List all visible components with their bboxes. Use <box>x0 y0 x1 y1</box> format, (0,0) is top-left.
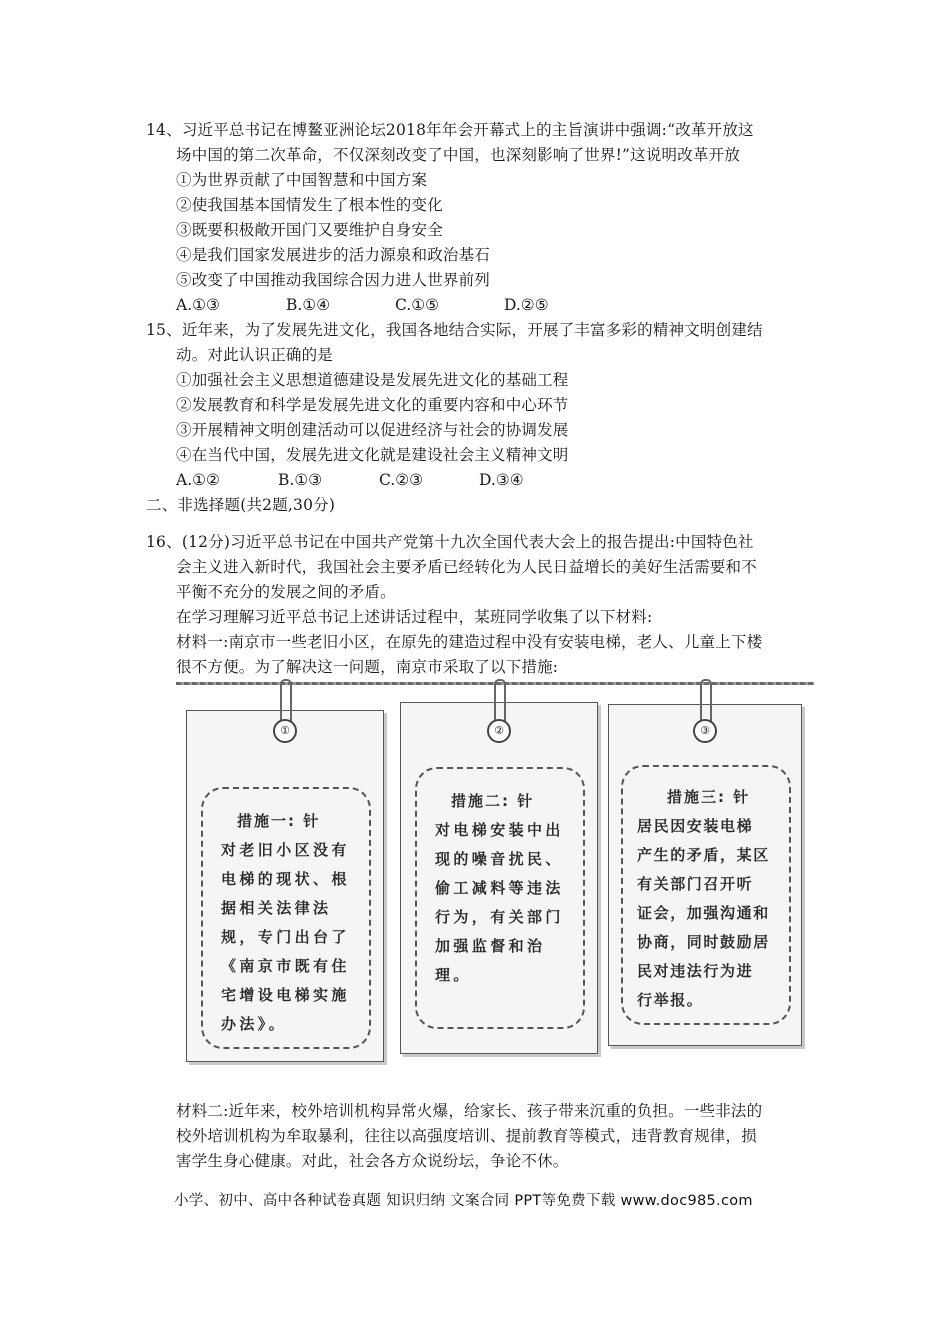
material-1-line-1: 材料一:南京市一些老旧小区，在原先的建造过程中没有安装电梯，老人、儿童上下楼 <box>176 633 763 651</box>
card-3-line: 民对违法行为进 <box>637 962 754 980</box>
q14-statement-2: ②使我国基本国情发生了根本性的变化 <box>176 196 443 214</box>
card-3-title: 措施三: 针 <box>667 788 751 806</box>
card-3-line: 协商，同时鼓励居 <box>637 933 770 951</box>
q15-statement-1: ①加强社会主义思想道德建设是发展先进文化的基础工程 <box>176 371 569 389</box>
card-2-line: 偷工减料等违法 <box>435 879 564 897</box>
card-2-line: 现的噪音扰民、 <box>435 850 564 868</box>
card-2-line: 加强监督和治 <box>435 937 546 955</box>
q14-statement-3: ③既要积极敞开国门又要维护自身安全 <box>176 221 443 239</box>
q14-statement-4: ④是我们国家发展进步的活力源泉和政治基石 <box>176 246 491 264</box>
q16-stem-line-2: 会主义进入新时代，我国社会主要矛盾已经转化为人民日益增长的美好生活需要和不 <box>176 558 757 576</box>
material-1-line-2: 很不方便。为了解决这一问题，南京市采取了以下措施: <box>176 658 559 676</box>
card-2-line: 行为，有关部门 <box>435 908 564 926</box>
q14-options <box>176 295 596 315</box>
card-3-number: ③ <box>693 719 717 743</box>
q15-option-d: D.③④ <box>479 471 524 489</box>
q15-statement-2: ②发展教育和科学是发展先进文化的重要内容和中心环节 <box>176 396 569 414</box>
measure-card-1 <box>186 710 384 1062</box>
card-1-line: 电梯的现状、根 <box>221 870 350 888</box>
card-1-line: 规，专门出台了 <box>221 928 350 946</box>
card-2-number: ② <box>487 719 511 743</box>
card-3-line: 有关部门召开听 <box>637 875 754 893</box>
q15-option-b: B.①③ <box>278 471 323 489</box>
material-2-line-1: 材料二:近年来，校外培训机构异常火爆，给家长、孩子带来沉重的负担。一些非法的 <box>176 1102 763 1120</box>
card-3-line: 证会，加强沟通和 <box>637 904 770 922</box>
q14-option-a: A.①③ <box>176 296 220 314</box>
card-2-title: 措施二: 针 <box>451 792 535 810</box>
card-1-line: 宅增设电梯实施 <box>221 986 350 1004</box>
q14-option-d: D.②⑤ <box>504 296 549 314</box>
card-2-text <box>435 787 564 990</box>
card-3-text <box>637 783 770 1015</box>
card-1-line: 办法》。 <box>221 1015 288 1033</box>
card-3-line: 居民因安装电梯 <box>637 817 754 835</box>
q14-stem-line-2: 场中国的第二次革命，不仅深刻改变了中国，也深刻影响了世界!”这说明改革开放 <box>176 146 741 164</box>
q15-stem-line-2: 动。对此认识正确的是 <box>176 346 334 364</box>
card-1-line: 《南京市既有住 <box>221 957 350 975</box>
card-1-number: ① <box>273 719 297 743</box>
section-heading: 二、非选择题(共2题,30分) <box>146 496 336 514</box>
card-3-line: 行举报。 <box>637 991 704 1009</box>
q14-option-b: B.①④ <box>286 296 331 314</box>
card-2-line: 对电梯安装中出 <box>435 821 564 839</box>
measure-card-3 <box>608 704 802 1046</box>
q15-stem-line-1: 15、近年来，为了发展先进文化，我国各地结合实际，开展了丰富多彩的精神文明创建结 <box>146 321 763 339</box>
card-1-line: 对老旧小区没有 <box>221 841 350 859</box>
material-2-line-2: 校外培训机构为牟取暴利，往往以高强度培训、提前教育等模式，违背教育规律，损 <box>176 1127 757 1145</box>
q15-option-a: A.①② <box>176 471 220 489</box>
q15-options <box>176 470 596 490</box>
material-2-line-3: 害学生身心健康。对此，社会各方众说纷坛，争论不休。 <box>176 1152 569 1170</box>
q16-stem-line-1: 16、(12分)习近平总书记在中国共产党第十九次全国代表大会上的报告提出:中国特色社 <box>146 533 754 551</box>
q15-option-c: C.②③ <box>379 471 424 489</box>
measure-card-2 <box>400 702 598 1054</box>
card-1-text <box>221 807 350 1039</box>
card-3-line: 产生的矛盾，某区 <box>637 846 770 864</box>
q15-statement-4: ④在当代中国，发展先进文化就是建设社会主义精神文明 <box>176 446 569 464</box>
q14-statement-1: ①为世界贡献了中国智慧和中国方案 <box>176 171 428 189</box>
q14-stem-line-1: 14、习近平总书记在博鳌亚洲论坛2018年年会开幕式上的主旨演讲中强调:“改革开放这 <box>146 121 754 139</box>
footer-ad: 小学、初中、高中各种试卷真题 知识归纳 文案合同 PPT等免费下载 www.doc985.com <box>174 1193 753 1209</box>
q16-intro: 在学习理解习近平总书记上述讲话过程中，某班同学收集了以下材料: <box>176 608 653 626</box>
measures-figure <box>176 672 814 1072</box>
q16-stem-line-3: 平衡不充分的发展之间的矛盾。 <box>176 583 396 601</box>
card-1-title: 措施一: 针 <box>237 812 321 830</box>
q14-statement-5: ⑤改变了中国推动我国综合因力进人世界前列 <box>176 271 491 289</box>
card-1-line: 据相关法律法 <box>221 899 332 917</box>
q15-statement-3: ③开展精神文明创建活动可以促进经济与社会的协调发展 <box>176 421 569 439</box>
card-2-line: 理。 <box>435 966 472 984</box>
q14-option-c: C.①⑤ <box>395 296 440 314</box>
